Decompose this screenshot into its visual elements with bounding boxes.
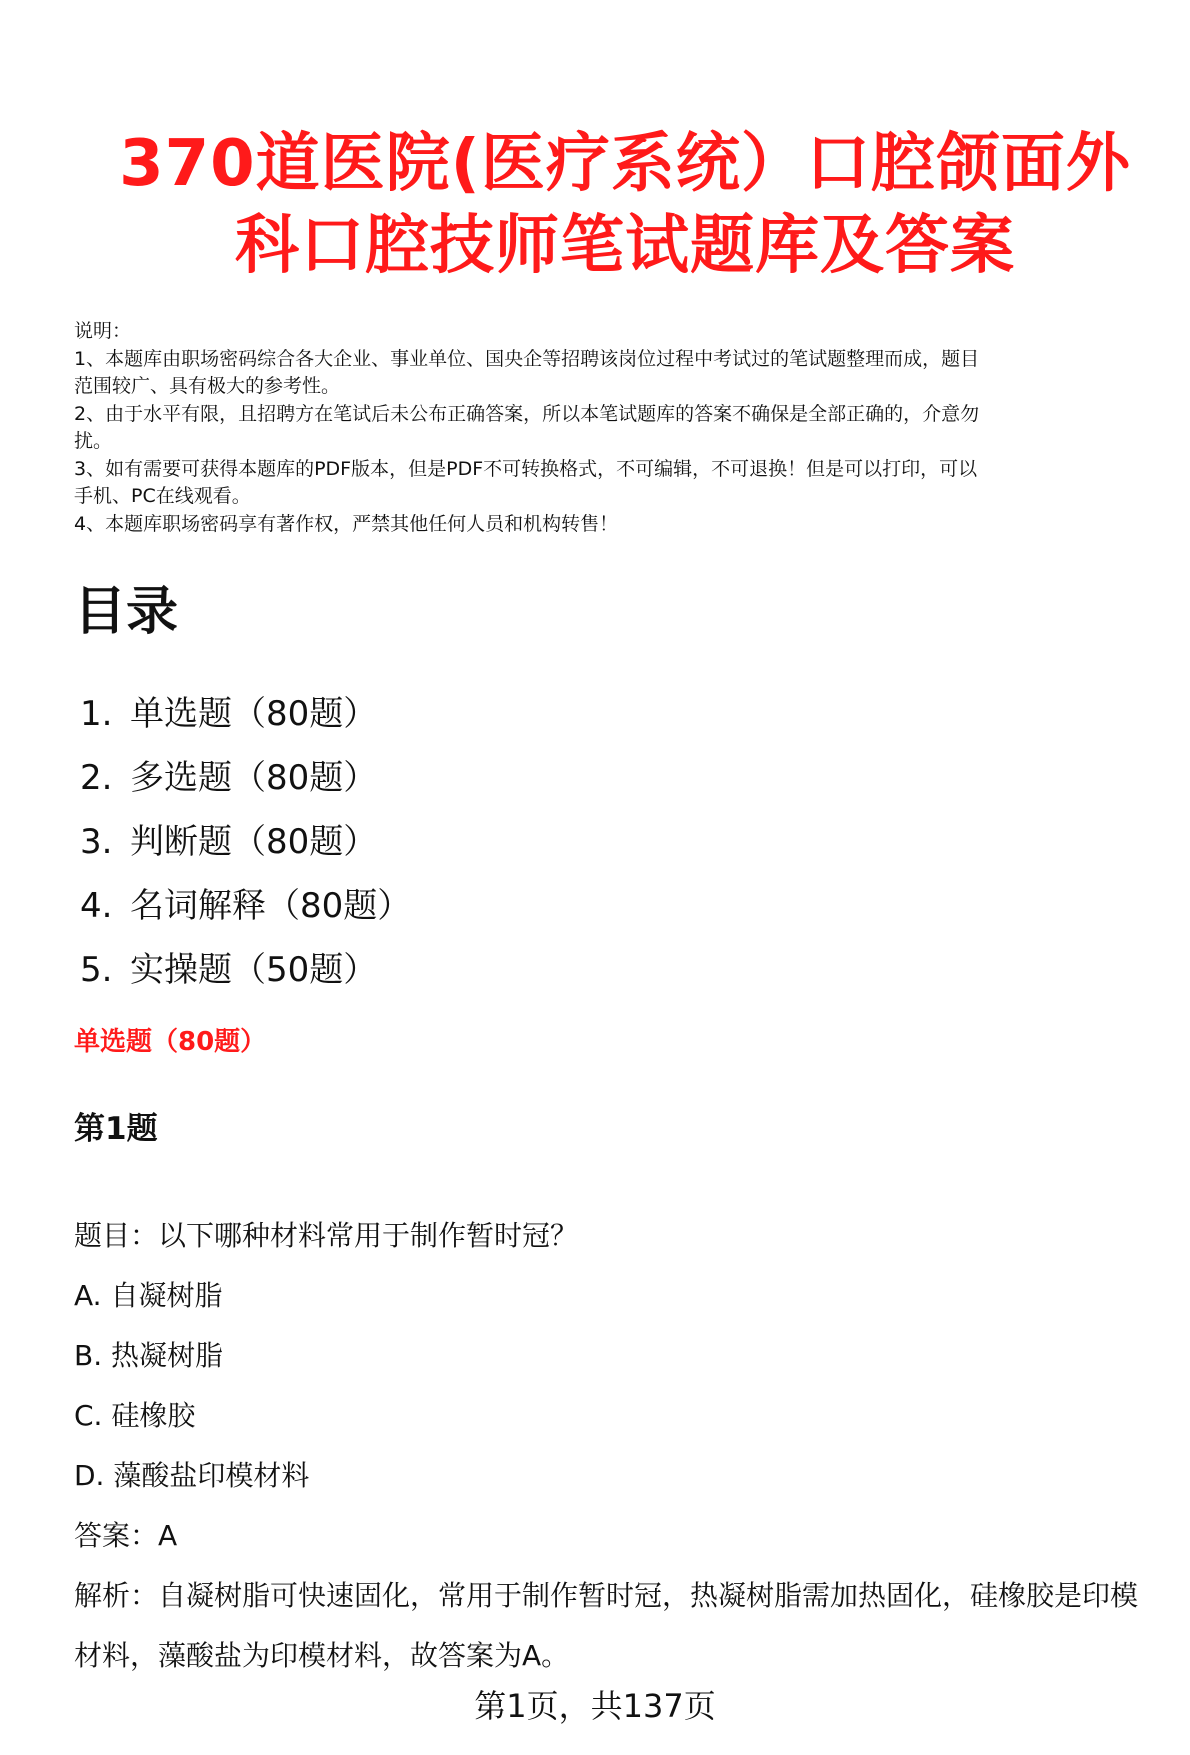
toc-item-practical[interactable] xyxy=(80,938,411,1002)
notes-block xyxy=(74,318,1154,538)
toc-item-label: 实操题（50题） xyxy=(130,950,378,990)
analysis: 解析：自凝树脂可快速固化，常用于制作暂时冠，热凝树脂需加热固化，硅橡胶是印模材料，藻酸盐为印模材料，故答案为A。 xyxy=(74,1579,1139,1672)
page-footer: 第1页，共137页 xyxy=(474,1687,716,1725)
option-b: B. 热凝树脂 xyxy=(74,1339,224,1372)
toc-item-number: 5. xyxy=(80,950,113,990)
question-number: 第1题 xyxy=(74,1111,158,1147)
document-title-line-1: 370道医院(医疗系统）口腔颌面外 xyxy=(119,127,1131,201)
notes-line: 4、本题库职场密码享有著作权，严禁其他任何人员和机构转售！ xyxy=(74,512,619,535)
toc-item-single-choice[interactable] xyxy=(80,682,411,746)
question-block xyxy=(74,1206,1164,1686)
notes-line: 扰。 xyxy=(74,430,113,452)
option-d: D. 藻酸盐印模材料 xyxy=(74,1459,310,1492)
answer: 答案：A xyxy=(74,1519,178,1552)
toc-item-term-explanation[interactable] xyxy=(80,874,411,938)
toc-item-multiple-choice[interactable] xyxy=(80,746,411,810)
toc-item-number: 1. xyxy=(80,694,113,734)
option-a: A. 自凝树脂 xyxy=(74,1279,223,1312)
document-title-line-2: 科口腔技师笔试题库及答案 xyxy=(235,209,1015,283)
toc-item-true-false[interactable] xyxy=(80,810,411,874)
toc-item-label: 名词解释（80题） xyxy=(130,886,412,926)
question-stem: 题目：以下哪种材料常用于制作暂时冠？ xyxy=(74,1219,579,1252)
notes-label: 说明： xyxy=(74,320,132,342)
notes-line: 1、本题库由职场密码综合各大企业、事业单位、国央企等招聘该岗位过程中考试过的笔试题整理而成，题目 xyxy=(74,347,980,370)
notes-line: 2、由于水平有限，且招聘方在笔试后未公布正确答案，所以本笔试题库的答案不确保是全部正确的，介意勿 xyxy=(74,402,980,425)
toc-item-label: 判断题（80题） xyxy=(130,822,378,862)
notes-line: 手机、PC在线观看。 xyxy=(74,485,251,507)
notes-line: 范围较广、具有极大的参考性。 xyxy=(74,375,341,397)
option-c: C. 硅橡胶 xyxy=(74,1399,196,1432)
toc-item-number: 2. xyxy=(80,758,113,798)
notes-line: 3、如有需要可获得本题库的PDF版本，但是PDF不可转换格式，不可编辑，不可退换！但是可以打印，可以 xyxy=(74,457,978,480)
section-heading: 单选题（80题） xyxy=(74,1027,267,1057)
table-of-contents xyxy=(80,682,411,1002)
toc-item-label: 多选题（80题） xyxy=(130,758,378,798)
toc-heading: 目录 xyxy=(74,582,179,642)
toc-item-number: 4. xyxy=(80,886,113,926)
toc-item-number: 3. xyxy=(80,822,113,862)
toc-item-label: 单选题（80题） xyxy=(130,694,378,734)
